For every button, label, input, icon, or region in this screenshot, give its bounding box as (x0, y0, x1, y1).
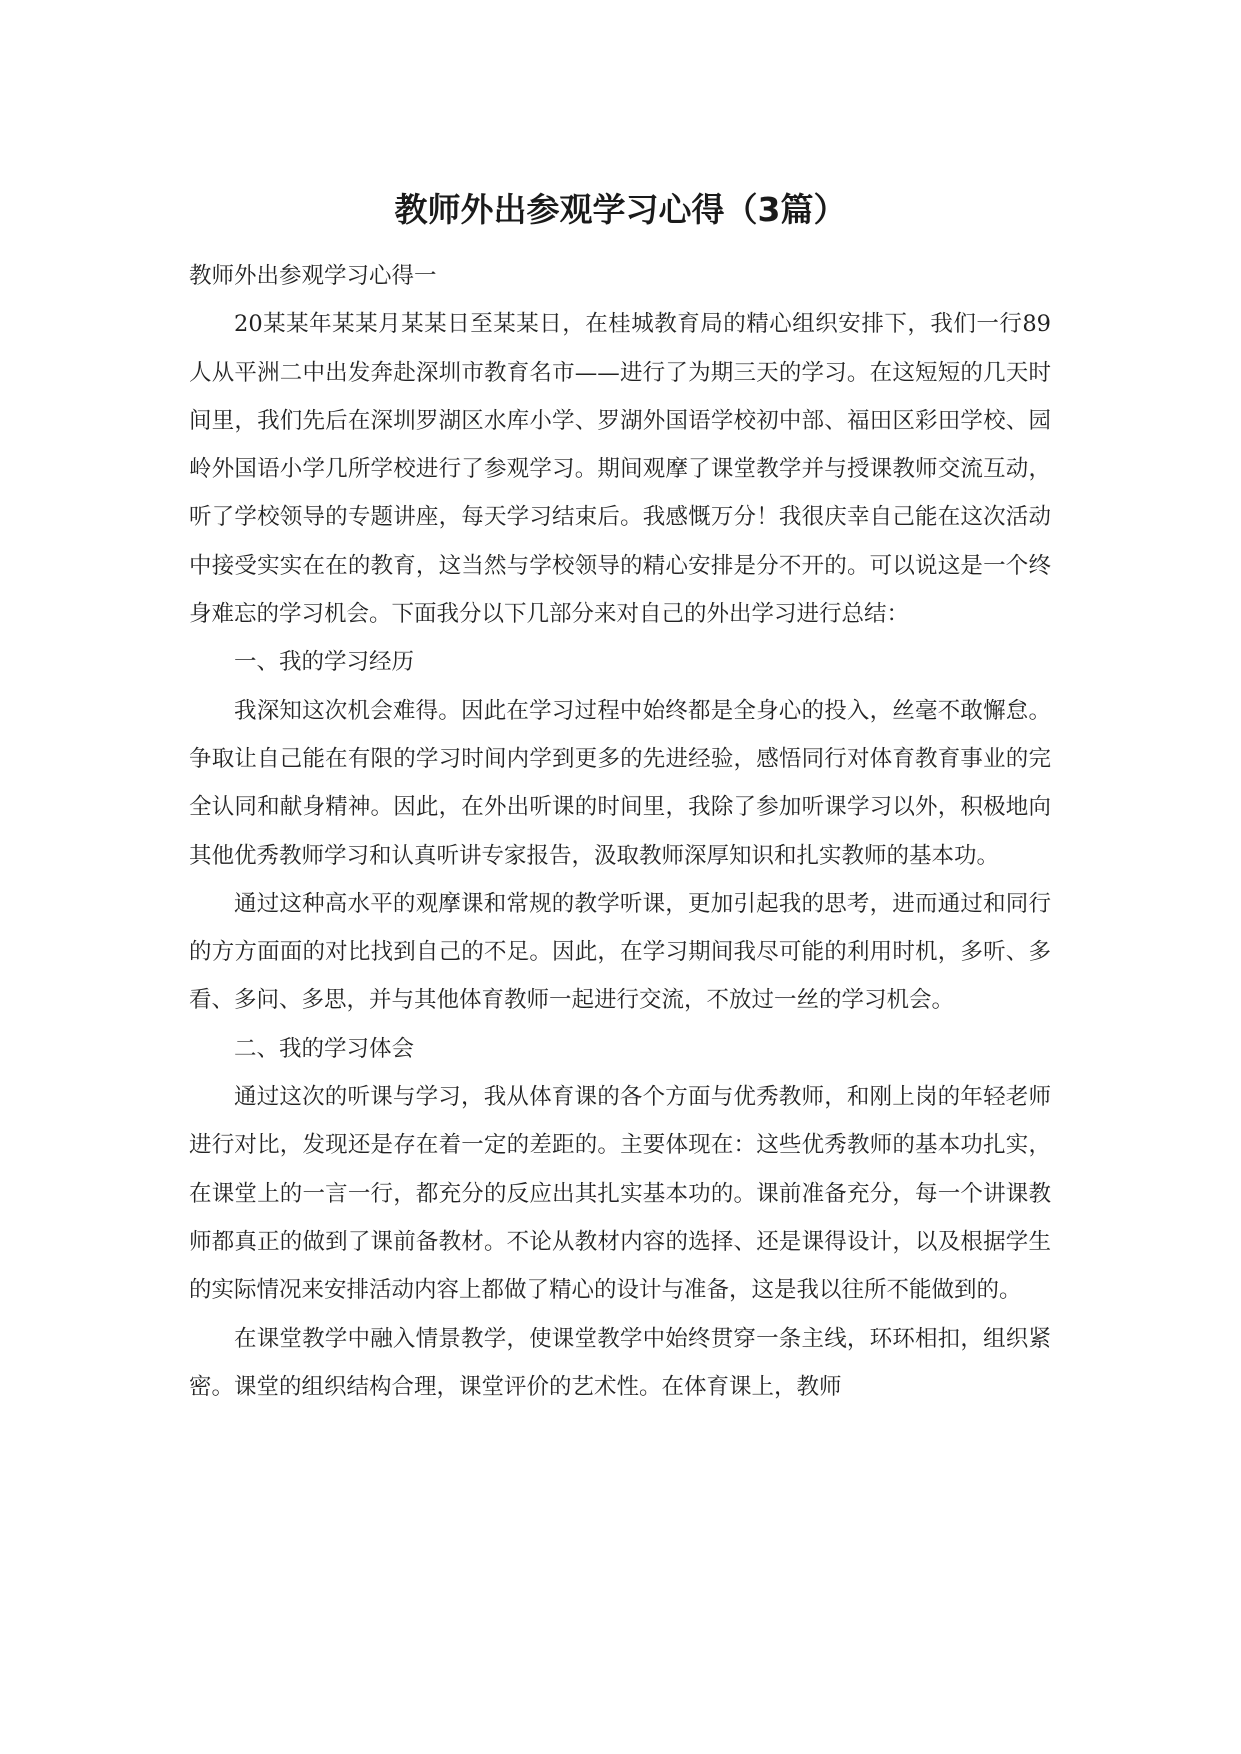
document-title: 教师外出参观学习心得（3篇） (394, 190, 847, 229)
paragraph: 在课堂教学中融入情景教学，使课堂教学中始终贯穿一条主线，环环相扣，组织紧密。课堂的组织结构合理，课堂评价的艺术性。在体育课上，教师 (189, 1325, 1051, 1400)
paragraph: 通过这次的听课与学习，我从体育课的各个方面与优秀教师，和刚上岗的年轻老师进行对比，发现还是存在着一定的差距的。主要体现在：这些优秀教师的基本功扎实，在课堂上的一言一行，都充分的反应出其扎实基本功的。课前准备充分，每一个讲课教师都真正的做到了课前备教材。不论从教材内容的选择、还是课得设计，以及根据学生的实际情况来安排活动内容上都做了精心的设计与准备，这是我以往所不能做到的。 (189, 1084, 1051, 1304)
subheading: 一、我的学习经历 (234, 649, 415, 676)
subheading: 二、我的学习体会 (234, 1035, 415, 1062)
paragraph: 我深知这次机会难得。因此在学习过程中始终都是全身心的投入，丝毫不敢懈怠。争取让自己能在有限的学习时间内学到更多的先进经验，感悟同行对体育教育事业的完全认同和献身精神。因此，在外出听课的时间里，我除了参加听课学习以外，积极地向其他优秀教师学习和认真听讲专家报告，汲取教师深厚知识和扎实教师的基本功。 (189, 697, 1051, 869)
paragraph: 20某某年某某月某某日至某某日，在桂城教育局的精心组织安排下，我们一行89人从平洲二中出发奔赴深圳市教育名市——进行了为期三天的学习。在这短短的几天时间里，我们先后在深圳罗湖区水库小学、罗湖外国语学校初中部、福田区彩田学校、园岭外国语小学几所学校进行了参观学习。期间观摩了课堂教学并与授课教师交流互动，听了学校领导的专题讲座，每天学习结束后。我感慨万分！我很庆幸自己能在这次活动中接受实实在在的教育，这当然与学校领导的精心安排是分不开的。可以说这是一个终身难忘的学习机会。下面我分以下几部分来对自己的外出学习进行总结： (189, 311, 1051, 628)
section-heading: 教师外出参观学习心得一 (189, 263, 437, 289)
document-body (189, 252, 1051, 1411)
paragraph: 通过这种高水平的观摩课和常规的教学听课，更加引起我的思考，进而通过和同行的方方面面的对比找到自己的不足。因此，在学习期间我尽可能的利用时机，多听、多看、多问、多思，并与其他体育教师一起进行交流，不放过一丝的学习机会。 (189, 890, 1051, 1014)
